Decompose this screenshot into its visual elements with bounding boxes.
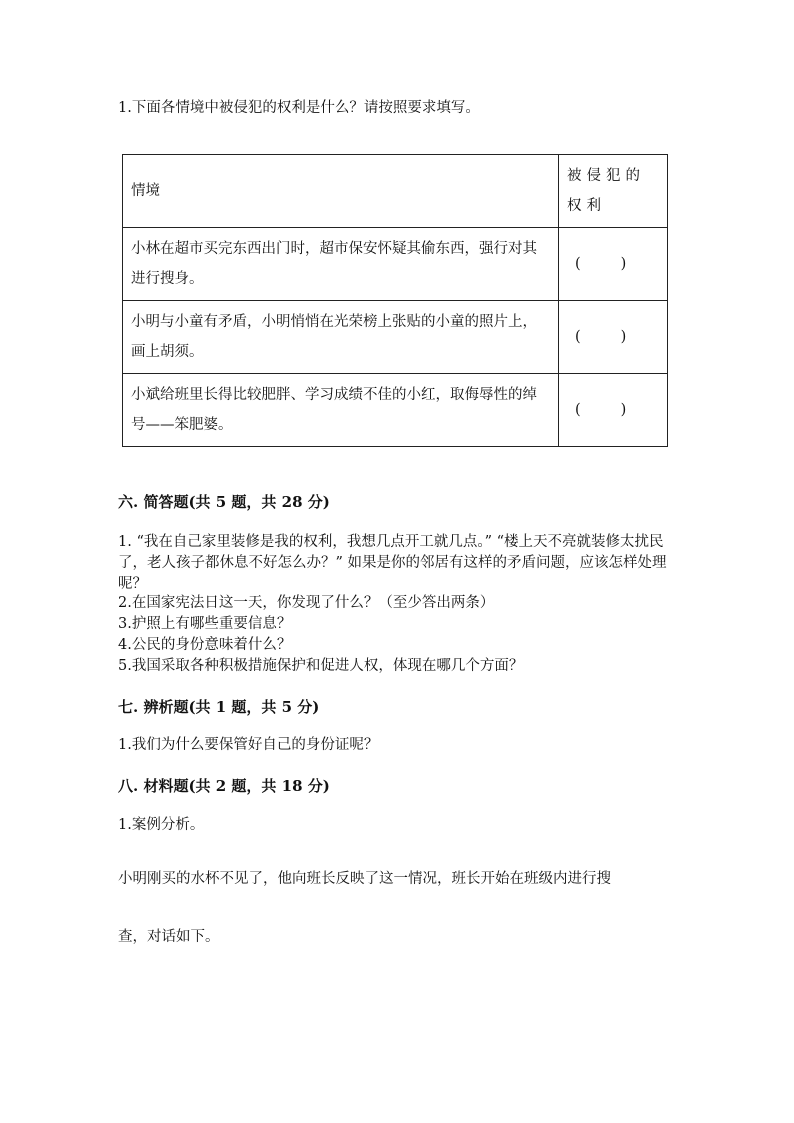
case-paragraph-line-2: 查，对话如下。 xyxy=(118,929,220,945)
section-6-q5: 5.我国采取各种积极措施保护和促进人权，体现在哪几个方面？ xyxy=(118,658,524,674)
header-right xyxy=(559,155,668,228)
section-6-q2: 2.在国家宪法日这一天，你发现了什么？（至少答出两条） xyxy=(118,595,495,611)
answer-blank[interactable]: ( ) xyxy=(559,228,668,301)
header-situation: 情境 xyxy=(123,155,559,228)
table-row xyxy=(123,228,668,301)
section-8-title: 八. 材料题(共 2 题，共 18 分) xyxy=(118,777,330,795)
header-right-label: 被侵犯的权利 xyxy=(567,168,645,214)
situation-table xyxy=(122,154,668,447)
section-6-title: 六. 简答题(共 5 题，共 28 分) xyxy=(118,493,330,511)
section-7-title: 七. 辨析题(共 1 题，共 5 分) xyxy=(118,698,320,716)
answer-blank[interactable]: ( ) xyxy=(559,301,668,374)
situation-cell: 小明与小童有矛盾，小明悄悄在光荣榜上张贴的小童的照片上，画上胡须。 xyxy=(123,301,559,374)
situation-cell: 小斌给班里长得比较肥胖、学习成绩不佳的小红，取侮辱性的绰号——笨肥婆。 xyxy=(123,374,559,447)
situation-cell: 小林在超市买完东西出门时，超市保安怀疑其偷东西，强行对其进行搜身。 xyxy=(123,228,559,301)
table-header-row xyxy=(123,155,668,228)
section-6-q3: 3.护照上有哪些重要信息？ xyxy=(118,616,292,632)
table-row xyxy=(123,374,668,447)
question-intro: 1.下面各情境中被侵犯的权利是什么？请按照要求填写。 xyxy=(118,100,480,116)
case-paragraph-line-1: 小明刚买的水杯不见了，他向班长反映了这一情况，班长开始在班级内进行搜 xyxy=(118,871,611,887)
table-row xyxy=(123,301,668,374)
section-8-q1: 1.案例分析。 xyxy=(118,817,205,833)
answer-blank[interactable]: ( ) xyxy=(559,374,668,447)
section-7-q1: 1.我们为什么要保管好自己的身份证呢？ xyxy=(118,737,379,753)
section-6-q4: 4.公民的身份意味着什么？ xyxy=(118,637,292,653)
section-6-q1: 1. “我在自己家里装修是我的权利，我想几点开工就几点。” “楼上天不亮就装修太扰民了，老人孩子都休息不好怎么办？” 如果是你的邻居有这样的矛盾问题，应该怎样处理呢？ xyxy=(118,534,667,592)
